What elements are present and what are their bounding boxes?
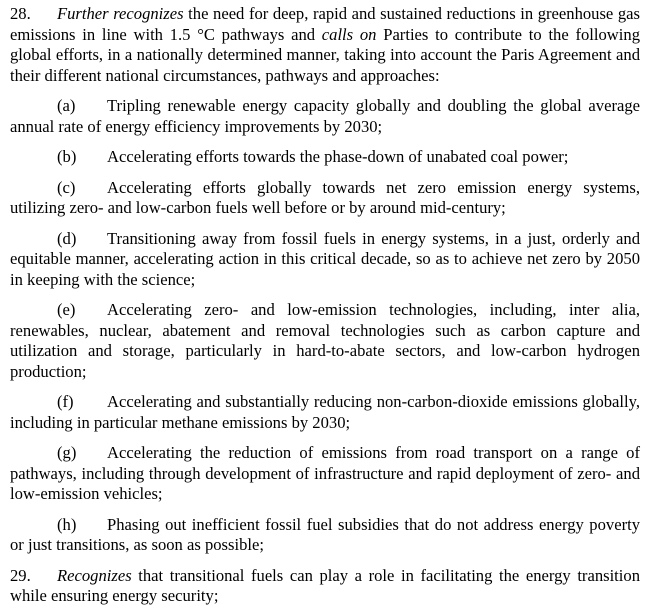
subparagraph-b <box>10 147 640 168</box>
paragraph-text: that transitional fuels can play a role in facilitating the energy transition while ensuring energy security; <box>10 565 640 605</box>
operative-verb: Recognizes <box>57 565 132 585</box>
subparagraph-text: Accelerating zero- and low-emission technologies, including, inter alia, renewables, nuclear, abatement and removal technologies such as carbon capture and utilization and storage, particularly in hard-to-abate sectors, and low-carbon hydrogen production; <box>10 300 640 381</box>
subparagraph-h <box>10 515 640 556</box>
paragraph-28 <box>10 4 640 86</box>
operative-verb: Further recognizes <box>57 4 184 23</box>
paragraph-number: 29. <box>10 565 31 585</box>
operative-verb: calls on <box>321 24 377 44</box>
subparagraph-letter: (g) <box>57 443 77 462</box>
subparagraph-text: Accelerating and substantially reducing non-carbon-dioxide emissions globally, including in particular methane emissions by 2030; <box>10 392 640 432</box>
subparagraph-text: Tripling renewable energy capacity globally and doubling the global average annual rate of energy efficiency improvements by 2030; <box>10 96 640 136</box>
paragraph-number: 28. <box>10 4 31 23</box>
subparagraph-text: Transitioning away from fossil fuels in energy systems, in a just, orderly and equitable manner, accelerating action in this critical decade, so as to achieve net zero by 2050 in keeping with the science; <box>10 228 640 289</box>
paragraph-text: Parties to contribute to the following global efforts, in a nationally determined manner, taking into account the Paris Agreement and their different national circumstances, pathways and approaches: <box>10 24 640 85</box>
subparagraph-text: Accelerating efforts towards the phase-down of unabated coal power; <box>107 147 569 166</box>
subparagraph-e <box>10 300 640 382</box>
subparagraph-letter: (e) <box>57 300 76 319</box>
subparagraph-letter: (f) <box>57 392 74 411</box>
subparagraph-d <box>10 229 640 291</box>
subparagraph-g <box>10 443 640 505</box>
paragraph-text: the need for deep, rapid and sustained reductions in greenhouse gas emissions in line with 1.5 °C pathways and <box>10 4 641 44</box>
subparagraph-a <box>10 96 640 137</box>
subparagraph-text: Accelerating the reduction of emissions from road transport on a range of pathways, including through development of infrastructure and rapid deployment of zero- and low-emission vehicles; <box>10 443 640 503</box>
subparagraph-letter: (a) <box>57 96 76 115</box>
paragraph-29 <box>10 566 640 607</box>
subparagraph-c <box>10 178 640 219</box>
subparagraph-letter: (h) <box>57 514 77 534</box>
subparagraph-letter: (c) <box>57 177 76 197</box>
subparagraph-f <box>10 392 640 433</box>
subparagraph-letter: (b) <box>57 147 77 166</box>
subparagraph-letter: (d) <box>57 228 77 248</box>
subparagraph-text: Phasing out inefficient fossil fuel subsidies that do not address energy poverty or just transitions, as soon as possible; <box>10 514 640 554</box>
subparagraph-text: Accelerating efforts globally towards net zero emission energy systems, utilizing zero- and low-carbon fuels well before or by around mid-century; <box>10 177 640 217</box>
